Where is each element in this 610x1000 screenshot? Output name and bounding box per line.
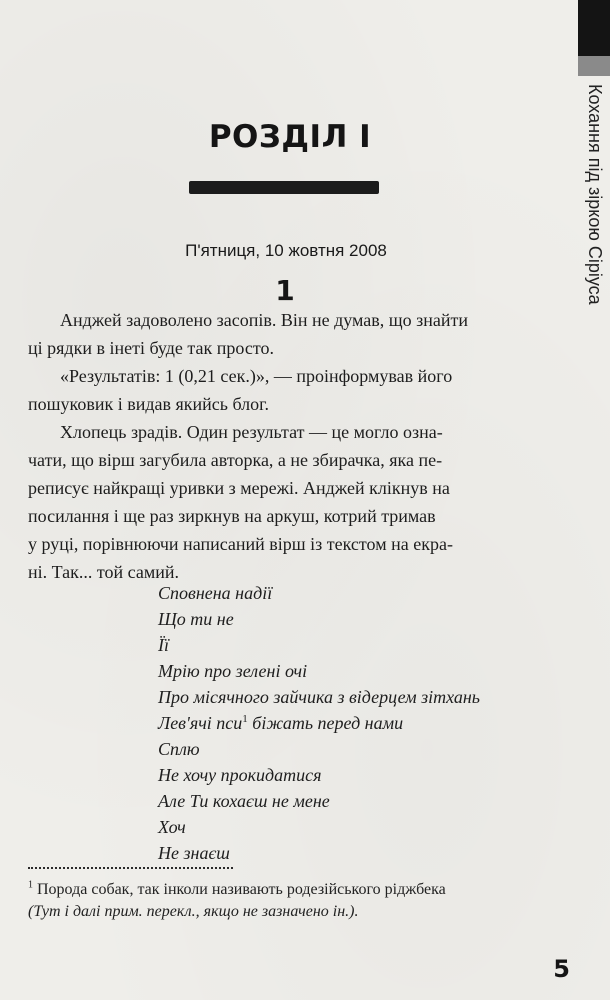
date-line: П'ятниця, 10 жовтня 2008	[185, 241, 387, 260]
text-line: ці рядки в інеті буде так просто.	[28, 338, 274, 358]
poem-line: Але Ти кохаєш не мене	[158, 791, 330, 811]
side-tab	[578, 0, 610, 1000]
body-text	[28, 306, 548, 586]
chapter-rule	[189, 181, 379, 194]
footnote-marker: 1	[28, 879, 33, 891]
footnote-reference: 1	[242, 713, 248, 725]
text-line: ні. Так... той самий.	[28, 562, 180, 582]
text-line: реписує найкращі уривки з мережі. Анджей клікнув на	[28, 478, 450, 498]
poem-line: Що ти не	[158, 609, 234, 629]
footnote	[28, 879, 553, 923]
paragraph-1	[28, 306, 548, 362]
poem	[158, 580, 548, 866]
running-title: Кохання під зіркою Сіріуса	[585, 84, 605, 305]
poem-line: Її	[158, 635, 169, 655]
text-line: пошуковик і видав якийсь блог.	[28, 394, 270, 414]
text-line: Анджей задоволено засопів. Він не думав, що знайти	[60, 310, 468, 330]
footnote-divider	[28, 867, 233, 869]
poem-line: Про місячного зайчика з відерцем зітхань	[158, 687, 480, 707]
paragraph-3	[28, 418, 548, 586]
footnote-line: (Тут і далі прим. перекл., якщо не зазначено ін.).	[28, 903, 359, 920]
footnote-text: Порода собак, так інколи називають родезійського ріджбека	[37, 881, 446, 898]
poem-line-part: біжать перед нами	[252, 713, 404, 733]
section-number: 1	[275, 274, 295, 307]
poem-line: Хоч	[158, 817, 186, 837]
text-line: Хлопець зрадів. Один результат — це могло озна-	[60, 422, 443, 442]
side-tab-marker	[578, 0, 610, 56]
page-number: 5	[553, 955, 570, 983]
poem-line: Не знаєш	[158, 843, 230, 863]
poem-line: Не хочу прокидатися	[158, 765, 322, 785]
text-line: посилання і ще раз зиркнув на аркуш, котрий тримав	[28, 506, 436, 526]
poem-line-with-footnote	[158, 710, 548, 736]
poem-line-part: Лев'ячі пси	[158, 713, 243, 733]
poem-line: Сповнена надії	[158, 583, 273, 603]
text-line: «Результатів: 1 (0,21 сек.)», — проінформував його	[60, 366, 453, 386]
footnote-line	[28, 879, 553, 901]
chapter-title: РОЗДІЛ I	[208, 119, 372, 155]
poem-line: Мрію про зелені очі	[158, 661, 308, 681]
text-line: у руці, порівнюючи написаний вірш із текстом на екра-	[28, 534, 453, 554]
side-tab-shade	[578, 56, 610, 76]
poem-line: Сплю	[158, 739, 200, 759]
text-line: чати, що вірш загубила авторка, а не збирачка, яка пе-	[28, 450, 443, 470]
paragraph-2	[28, 362, 548, 418]
